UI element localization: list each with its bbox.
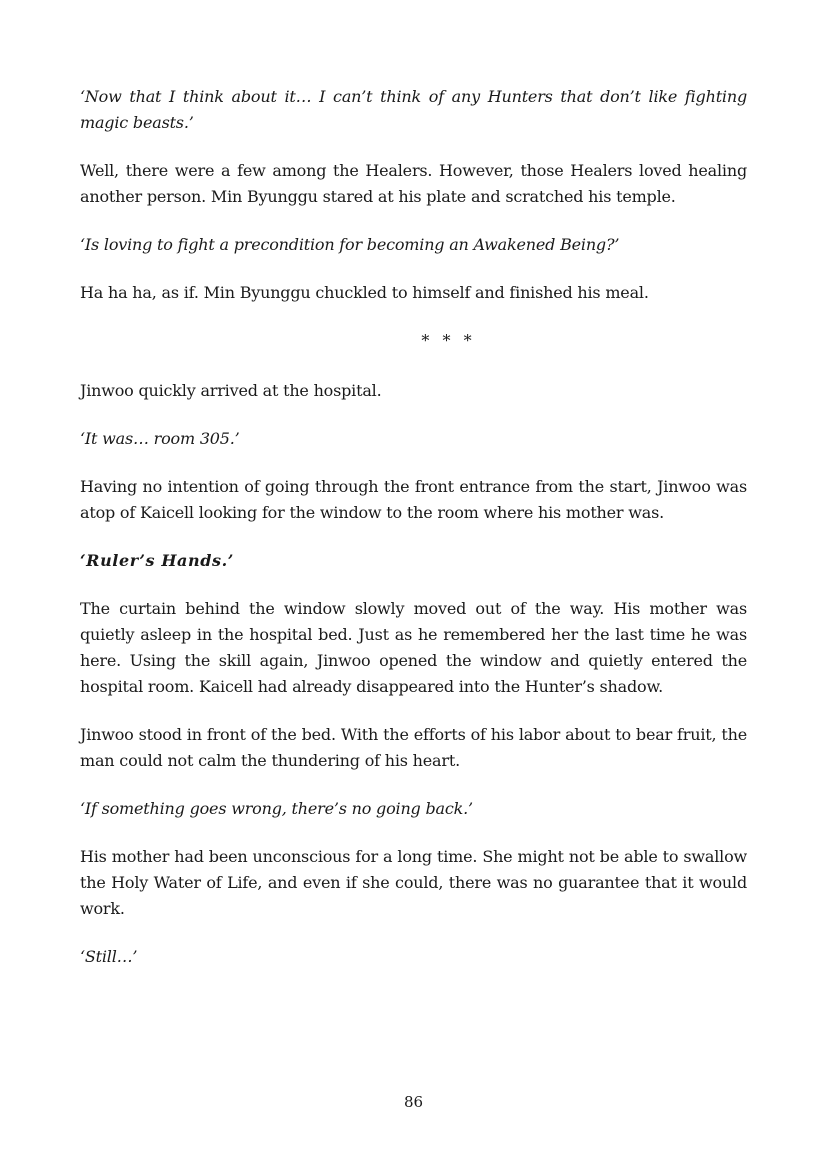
page-number [0, 1093, 827, 1111]
thought-line: ‘If something goes wrong, there’s no going back.’ [80, 799, 473, 818]
scene-break: * * * [421, 331, 476, 350]
skill-callout: ‘Ruler’s Hands.’ [80, 551, 234, 570]
page-number-label: 86 [403, 1093, 424, 1111]
thought-line: ‘It was… room 305.’ [80, 429, 240, 448]
narration-paragraph: The curtain behind the window slowly moved out of the way. His mother was quietly asleep in the hospital bed. Just as he remembered her the last time he was here. Using the skill again, Jinwoo opened the window and quietly entered the hospital room. Kaicell had already disappeared into the Hunter’s shadow. [80, 599, 747, 696]
narration-paragraph: His mother had been unconscious for a long time. She might not be able to swallow the Holy Water of Life, and even if she could, there was no guarantee that it would work. [80, 847, 747, 918]
thought-line: ‘Still…’ [80, 947, 138, 966]
thought-line: ‘Now that I think about it… I can’t think of any Hunters that don’t like fighting magic beasts.’ [80, 87, 747, 132]
thought-line: ‘Is loving to fight a precondition for becoming an Awakened Being?’ [80, 235, 620, 254]
narration-paragraph: Well, there were a few among the Healers. However, those Healers loved healing another person. Min Byunggu stared at his plate and scratched his temple. [80, 161, 747, 206]
page-body [80, 84, 747, 992]
narration-paragraph: Having no intention of going through the front entrance from the start, Jinwoo was atop of Kaicell looking for the window to the room where his mother was. [80, 477, 747, 522]
narration-paragraph: Jinwoo stood in front of the bed. With the efforts of his labor about to bear fruit, the man could not calm the thundering of his heart. [80, 725, 747, 770]
narration-paragraph: Ha ha ha, as if. Min Byunggu chuckled to himself and finished his meal. [80, 283, 649, 302]
narration-paragraph: Jinwoo quickly arrived at the hospital. [80, 381, 382, 400]
